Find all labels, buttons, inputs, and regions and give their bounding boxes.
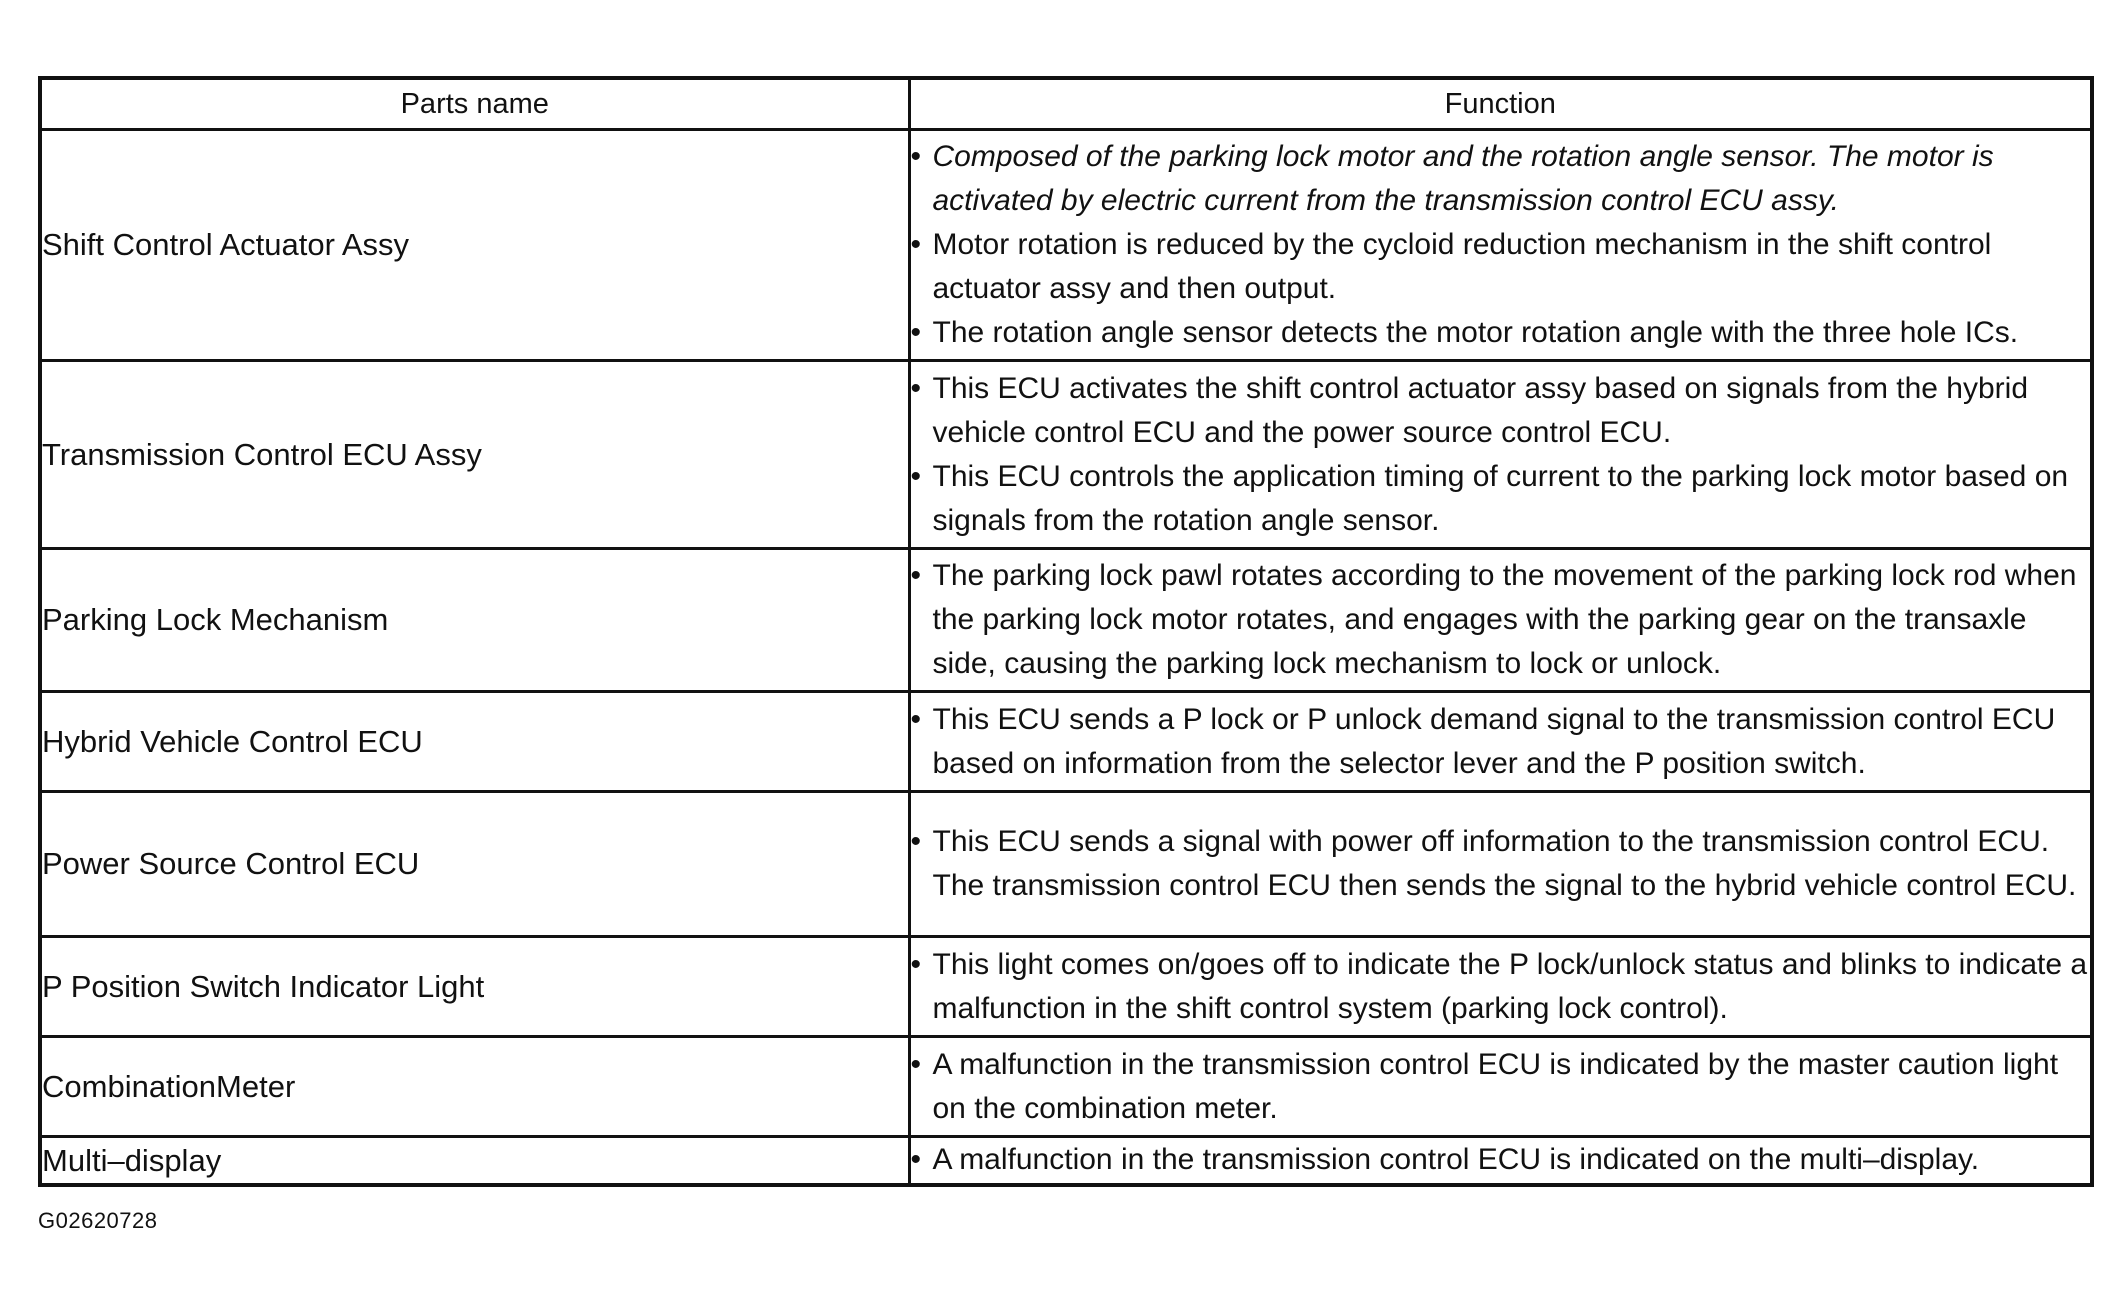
function-bullet bbox=[911, 1043, 2091, 1131]
function-bullet bbox=[911, 820, 2091, 908]
function-bullet bbox=[911, 554, 2091, 686]
bullet-dot-icon: • bbox=[910, 316, 922, 349]
part-name-cell: Power Source Control ECU bbox=[40, 792, 909, 937]
header-parts-name: Parts name bbox=[40, 78, 909, 130]
bullet-dot-icon: • bbox=[910, 1143, 922, 1177]
part-name-cell: Parking Lock Mechanism bbox=[40, 549, 909, 692]
function-cell bbox=[909, 130, 2092, 361]
bullet-dot-icon: • bbox=[910, 1047, 922, 1081]
function-text: Composed of the parking lock motor and the rotation angle sensor. The motor is activated by electric current from the transmission control ECU assy. bbox=[932, 140, 1994, 217]
header-function: Function bbox=[909, 78, 2092, 130]
function-bullet bbox=[911, 1138, 2091, 1182]
table-header-row bbox=[40, 78, 2092, 130]
function-bullet bbox=[911, 698, 2091, 786]
table-row bbox=[40, 130, 2092, 361]
function-bullet bbox=[911, 455, 2091, 543]
bullet-dot-icon: • bbox=[910, 825, 922, 858]
bullet-dot-icon: • bbox=[910, 947, 922, 981]
table-row bbox=[40, 1037, 2092, 1137]
function-cell bbox=[909, 937, 2092, 1037]
bullet-dot-icon: • bbox=[910, 371, 922, 405]
function-text: The parking lock pawl rotates according to the movement of the parking lock rod when the parking lock motor rotates, and engages with the parking gear on the transaxle side, causing the parking lock mechanism to lock or unlock. bbox=[932, 559, 2077, 680]
function-text: This ECU sends a signal with power off information to the transmission control ECU. The transmission control ECU then sends the signal to the hybrid vehicle control ECU. bbox=[932, 825, 2077, 902]
function-text: Motor rotation is reduced by the cycloid reduction mechanism in the shift control actuator assy and then output. bbox=[932, 228, 1992, 305]
function-bullet bbox=[911, 943, 2091, 1031]
bullet-dot-icon: • bbox=[910, 140, 922, 173]
part-name-cell: Transmission Control ECU Assy bbox=[40, 361, 909, 549]
bullet-dot-icon: • bbox=[910, 559, 922, 592]
function-text: This ECU sends a P lock or P unlock demand signal to the transmission control ECU based on information from the selector lever and the P position switch. bbox=[932, 702, 2056, 780]
part-name-cell: Hybrid Vehicle Control ECU bbox=[40, 692, 909, 792]
function-bullet bbox=[911, 135, 2091, 223]
parts-function-table bbox=[38, 76, 2094, 1187]
function-cell bbox=[909, 549, 2092, 692]
function-bullet bbox=[911, 223, 2091, 311]
function-text: This ECU activates the shift control actuator assy based on signals from the hybrid vehicle control ECU and the power source control ECU. bbox=[932, 371, 2029, 449]
function-cell bbox=[909, 692, 2092, 792]
part-name-cell: Multi–display bbox=[40, 1137, 909, 1185]
function-cell bbox=[909, 1137, 2092, 1185]
bullet-dot-icon: • bbox=[910, 459, 922, 493]
function-text: The rotation angle sensor detects the motor rotation angle with the three hole ICs. bbox=[932, 316, 2019, 349]
table-row bbox=[40, 692, 2092, 792]
part-name-cell: P Position Switch Indicator Light bbox=[40, 937, 909, 1037]
function-text: A malfunction in the transmission control ECU is indicated on the multi–display. bbox=[932, 1143, 1980, 1177]
table-row bbox=[40, 1137, 2092, 1185]
table-row bbox=[40, 937, 2092, 1037]
part-name-cell: Shift Control Actuator Assy bbox=[40, 130, 909, 361]
function-text: This light comes on/goes off to indicate the P lock/unlock status and blinks to indicate a malfunction in the shift control system (parking lock control). bbox=[932, 947, 2088, 1025]
bullet-dot-icon: • bbox=[910, 228, 922, 261]
function-cell bbox=[909, 1037, 2092, 1137]
table-body bbox=[40, 130, 2092, 1185]
table-row bbox=[40, 361, 2092, 549]
part-name-cell: CombinationMeter bbox=[40, 1037, 909, 1137]
function-bullet bbox=[911, 311, 2091, 355]
table-row bbox=[40, 792, 2092, 937]
bullet-dot-icon: • bbox=[910, 702, 922, 736]
function-text: This ECU controls the application timing of current to the parking lock motor based on signals from the rotation angle sensor. bbox=[932, 459, 2069, 537]
function-cell bbox=[909, 361, 2092, 549]
function-cell bbox=[909, 792, 2092, 937]
table-row bbox=[40, 549, 2092, 692]
function-text: A malfunction in the transmission control ECU is indicated by the master caution light on the combination meter. bbox=[932, 1047, 2059, 1125]
function-bullet bbox=[911, 367, 2091, 455]
figure-code: G02620728 bbox=[38, 1208, 158, 1233]
